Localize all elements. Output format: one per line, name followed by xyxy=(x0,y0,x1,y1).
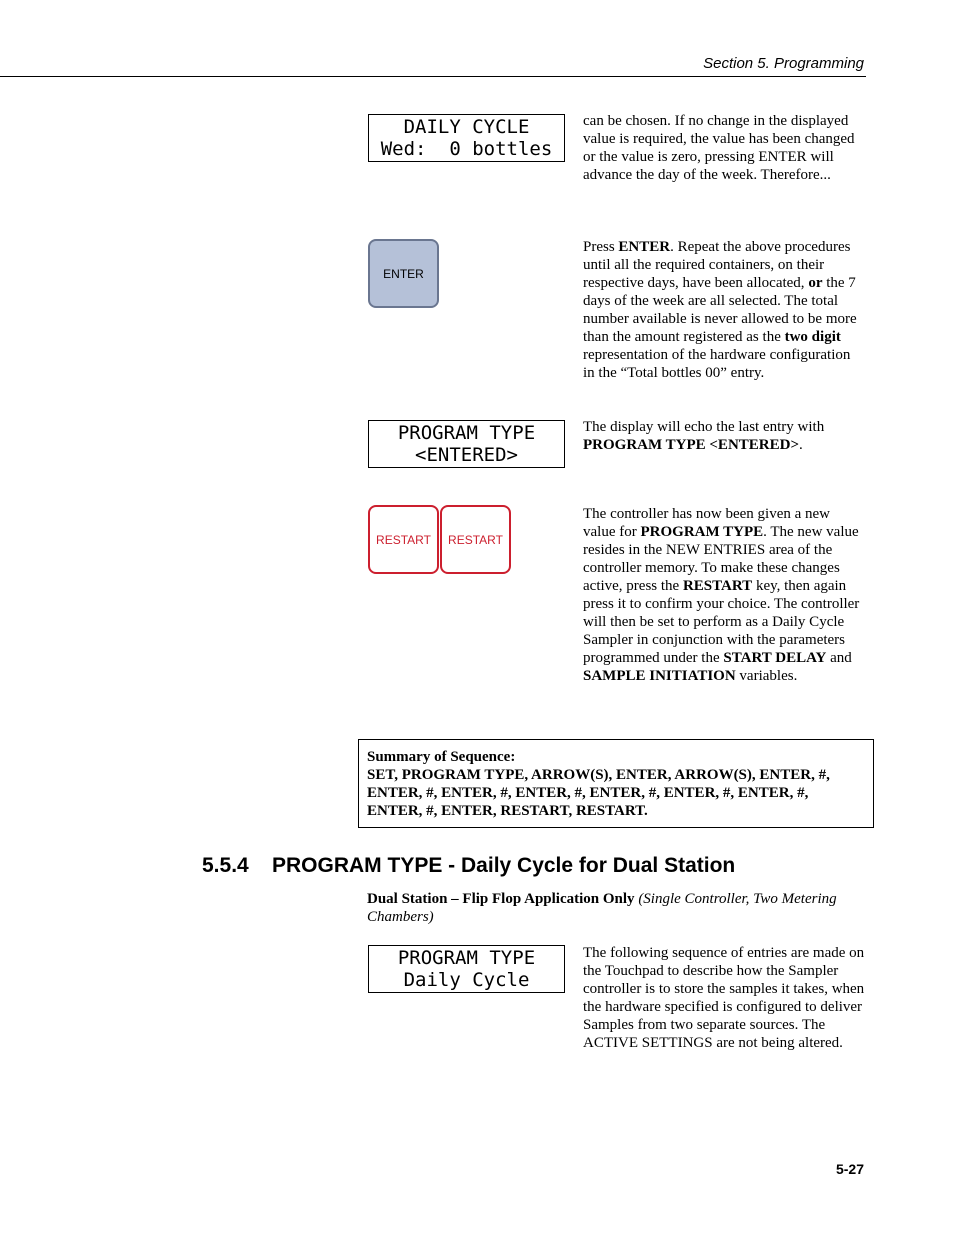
section-heading xyxy=(202,854,735,878)
lcd-line-1: PROGRAM TYPE xyxy=(397,947,536,969)
lcd-display-program-type-entered xyxy=(368,420,565,468)
summary-box xyxy=(358,739,874,828)
paragraph-2: Press ENTER. Repeat the above procedures until all the required containers, on their respective days, have been allocated, or the 7 days of the week are all selected. The total number available is never allowed to be more than the amount registered as the two digit representation of the hardware configuration in the “Total bottles 00” entry. xyxy=(583,239,857,381)
lcd-display-daily-cycle xyxy=(368,114,565,162)
lcd-line-2: Daily Cycle xyxy=(403,969,530,991)
page-number: 5-27 xyxy=(835,1161,864,1177)
paragraph-5: The following sequence of entries are made on the Touchpad to describe how the Sampler controller is to store the samples it takes, when the hardware specified is configured to deliver Samples from two separate sources. The ACTIVE SETTINGS are not being altered. xyxy=(583,945,865,1051)
lcd-display-program-type-daily-cycle xyxy=(368,945,565,993)
paragraph-1: can be chosen. If no change in the displayed value is required, the value has been changed or the value is zero, pressing ENTER will advance the day of the week. Therefore... xyxy=(583,113,855,183)
restart-key-label: RESTART xyxy=(376,532,431,547)
enter-key xyxy=(368,239,439,308)
lcd-line-2: Wed: 0 bottles xyxy=(380,138,553,160)
summary-body: SET, PROGRAM TYPE, ARROW(S), ENTER, ARROW(S), ENTER, #, ENTER, #, ENTER, #, ENTER, #, ENTER, #, ENTER, #, ENTER, #, ENTER, #, ENTER, RESTART, RESTART. xyxy=(367,767,830,819)
enter-key-label: ENTER xyxy=(383,266,424,281)
lcd-line-1: DAILY CYCLE xyxy=(403,116,530,138)
lcd-line-2: <ENTERED> xyxy=(415,444,518,466)
paragraph-4: The controller has now been given a new value for PROGRAM TYPE. The new value resides in the NEW ENTRIES area of the controller memory. To make these changes active, press the RESTART key, then again press it to confirm your choice. The controller will then be set to perform as a Daily Cycle Sampler in conjunction with the parameters programmed under the START DELAY and SAMPLE INITIATION variables. xyxy=(583,506,860,684)
running-header: Section 5. Programming xyxy=(703,55,864,72)
section-intro: Dual Station – Flip Flop Application Only (Single Controller, Two Metering Chambers) xyxy=(367,891,837,925)
section-number: 5.5.4 xyxy=(202,854,249,877)
header-rule xyxy=(0,76,866,77)
restart-key-label: RESTART xyxy=(448,532,503,547)
section-title: PROGRAM TYPE - Daily Cycle for Dual Station xyxy=(272,854,736,877)
restart-key-1 xyxy=(368,505,439,574)
restart-key-2 xyxy=(440,505,511,574)
paragraph-3: The display will echo the last entry with PROGRAM TYPE <ENTERED>. xyxy=(583,419,825,453)
lcd-line-1: PROGRAM TYPE xyxy=(397,422,536,444)
summary-title: Summary of Sequence: xyxy=(367,749,516,765)
